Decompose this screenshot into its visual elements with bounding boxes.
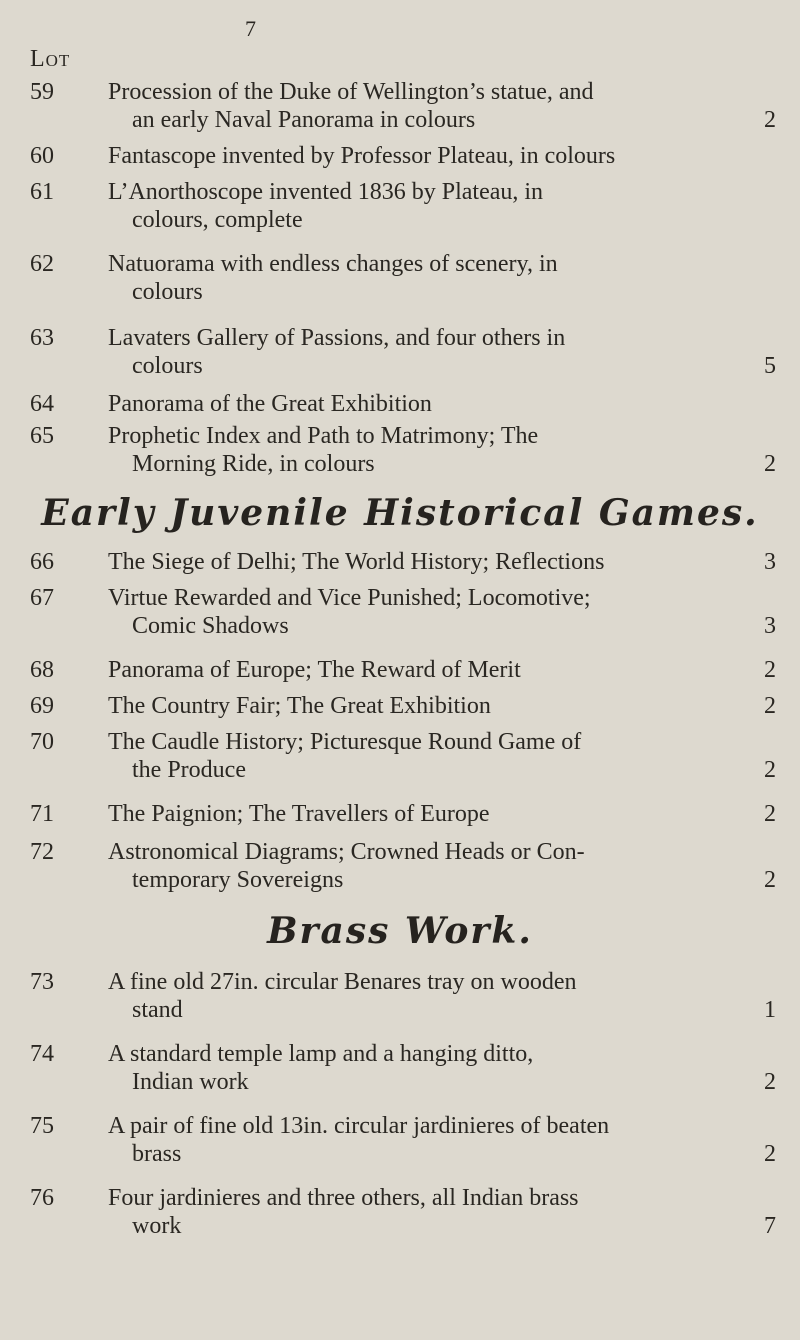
description-line: A fine old 27in. circular Benares tray on wooden — [108, 969, 577, 995]
description-line: A pair of fine old 13in. circular jardinieres of beaten — [108, 1113, 610, 1139]
lot-quantity: 2 — [764, 107, 776, 133]
description-line: Astronomical Diagrams; Crowned Heads or Con- — [108, 839, 585, 865]
lot-column-header: Lot — [30, 46, 71, 72]
lot-quantity: 2 — [764, 693, 776, 719]
lot-description — [108, 548, 718, 576]
description-line: Panorama of the Great Exhibition — [108, 391, 432, 417]
lot-description — [108, 1184, 718, 1240]
lot-description — [108, 422, 718, 478]
lot-description — [108, 1112, 718, 1168]
description-line: brass — [132, 1141, 182, 1167]
lot-quantity: 2 — [764, 1069, 776, 1095]
lot-number: 61 — [30, 179, 54, 205]
description-line: Morning Ride, in colours — [132, 451, 375, 477]
description-line: A standard temple lamp and a hanging ditto, — [108, 1041, 534, 1067]
lot-quantity: 2 — [764, 1141, 776, 1167]
description-line: Fantascope invented by Professor Plateau, in colours — [108, 143, 616, 169]
lot-number: 72 — [30, 839, 54, 865]
lot-number: 68 — [30, 657, 54, 683]
lot-description — [108, 250, 718, 306]
description-line: stand — [132, 997, 183, 1023]
description-line: the Produce — [132, 757, 246, 783]
lot-number: 71 — [30, 801, 54, 827]
page-number: 7 — [245, 16, 256, 41]
description-line: Comic Shadows — [132, 613, 289, 639]
description-line: colours — [132, 279, 203, 305]
lot-number: 60 — [30, 143, 54, 169]
lot-quantity: 7 — [764, 1213, 776, 1239]
lot-description — [108, 142, 718, 170]
lot-number: 70 — [30, 729, 54, 755]
lot-number: 64 — [30, 391, 54, 417]
section-heading-brass-work: Brass Work. — [267, 910, 533, 952]
section-heading-juvenile-games: Early Juvenile Historical Games. — [41, 492, 759, 534]
lot-description — [108, 692, 718, 720]
lot-description — [108, 838, 718, 894]
description-line: colours — [132, 353, 203, 379]
lot-description — [108, 324, 718, 380]
description-line: colours, complete — [132, 207, 303, 233]
description-line: Virtue Rewarded and Vice Punished; Locomotive; — [108, 585, 591, 611]
lot-quantity: 2 — [764, 657, 776, 683]
description-line: Lavaters Gallery of Passions, and four others in — [108, 325, 566, 351]
lot-description — [108, 968, 718, 1024]
lot-number: 74 — [30, 1041, 54, 1067]
lot-quantity: 1 — [764, 997, 776, 1023]
lot-number: 69 — [30, 693, 54, 719]
lot-quantity: 3 — [764, 549, 776, 575]
lot-description — [108, 390, 718, 418]
lot-number: 62 — [30, 251, 54, 277]
lot-quantity: 2 — [764, 801, 776, 827]
description-line: work — [132, 1213, 182, 1239]
description-line: The Siege of Delhi; The World History; Reflections — [108, 549, 605, 575]
description-line: temporary Sovereigns — [132, 867, 344, 893]
description-line: The Paignion; The Travellers of Europe — [108, 801, 490, 827]
lot-number: 63 — [30, 325, 54, 351]
description-line: The Caudle History; Picturesque Round Game of — [108, 729, 582, 755]
lot-number: 75 — [30, 1113, 54, 1139]
description-line: Four jardinieres and three others, all Indian brass — [108, 1185, 579, 1211]
lot-number: 66 — [30, 549, 54, 575]
lot-number: 67 — [30, 585, 54, 611]
description-line: Indian work — [132, 1069, 249, 1095]
lot-quantity: 2 — [764, 757, 776, 783]
description-line: Procession of the Duke of Wellington’s statue, and — [108, 79, 594, 105]
lot-description — [108, 728, 718, 784]
lot-number: 59 — [30, 79, 54, 105]
lot-quantity: 5 — [764, 353, 776, 379]
lot-quantity: 2 — [764, 867, 776, 893]
description-line: an early Naval Panorama in colours — [132, 107, 476, 133]
lot-number: 76 — [30, 1185, 54, 1211]
description-line: L’Anorthoscope invented 1836 by Plateau, in — [108, 179, 544, 205]
lot-description — [108, 800, 718, 828]
lot-number: 73 — [30, 969, 54, 995]
lot-quantity: 3 — [764, 613, 776, 639]
lot-description — [108, 178, 718, 234]
description-line: Panorama of Europe; The Reward of Merit — [108, 657, 521, 683]
lot-description — [108, 656, 718, 684]
description-line: Natuorama with endless changes of scenery, in — [108, 251, 558, 277]
lot-description — [108, 1040, 718, 1096]
lot-description — [108, 78, 718, 134]
lot-quantity: 2 — [764, 451, 776, 477]
lot-number: 65 — [30, 423, 54, 449]
lot-description — [108, 584, 718, 640]
description-line: The Country Fair; The Great Exhibition — [108, 693, 491, 719]
description-line: Prophetic Index and Path to Matrimony; The — [108, 423, 539, 449]
